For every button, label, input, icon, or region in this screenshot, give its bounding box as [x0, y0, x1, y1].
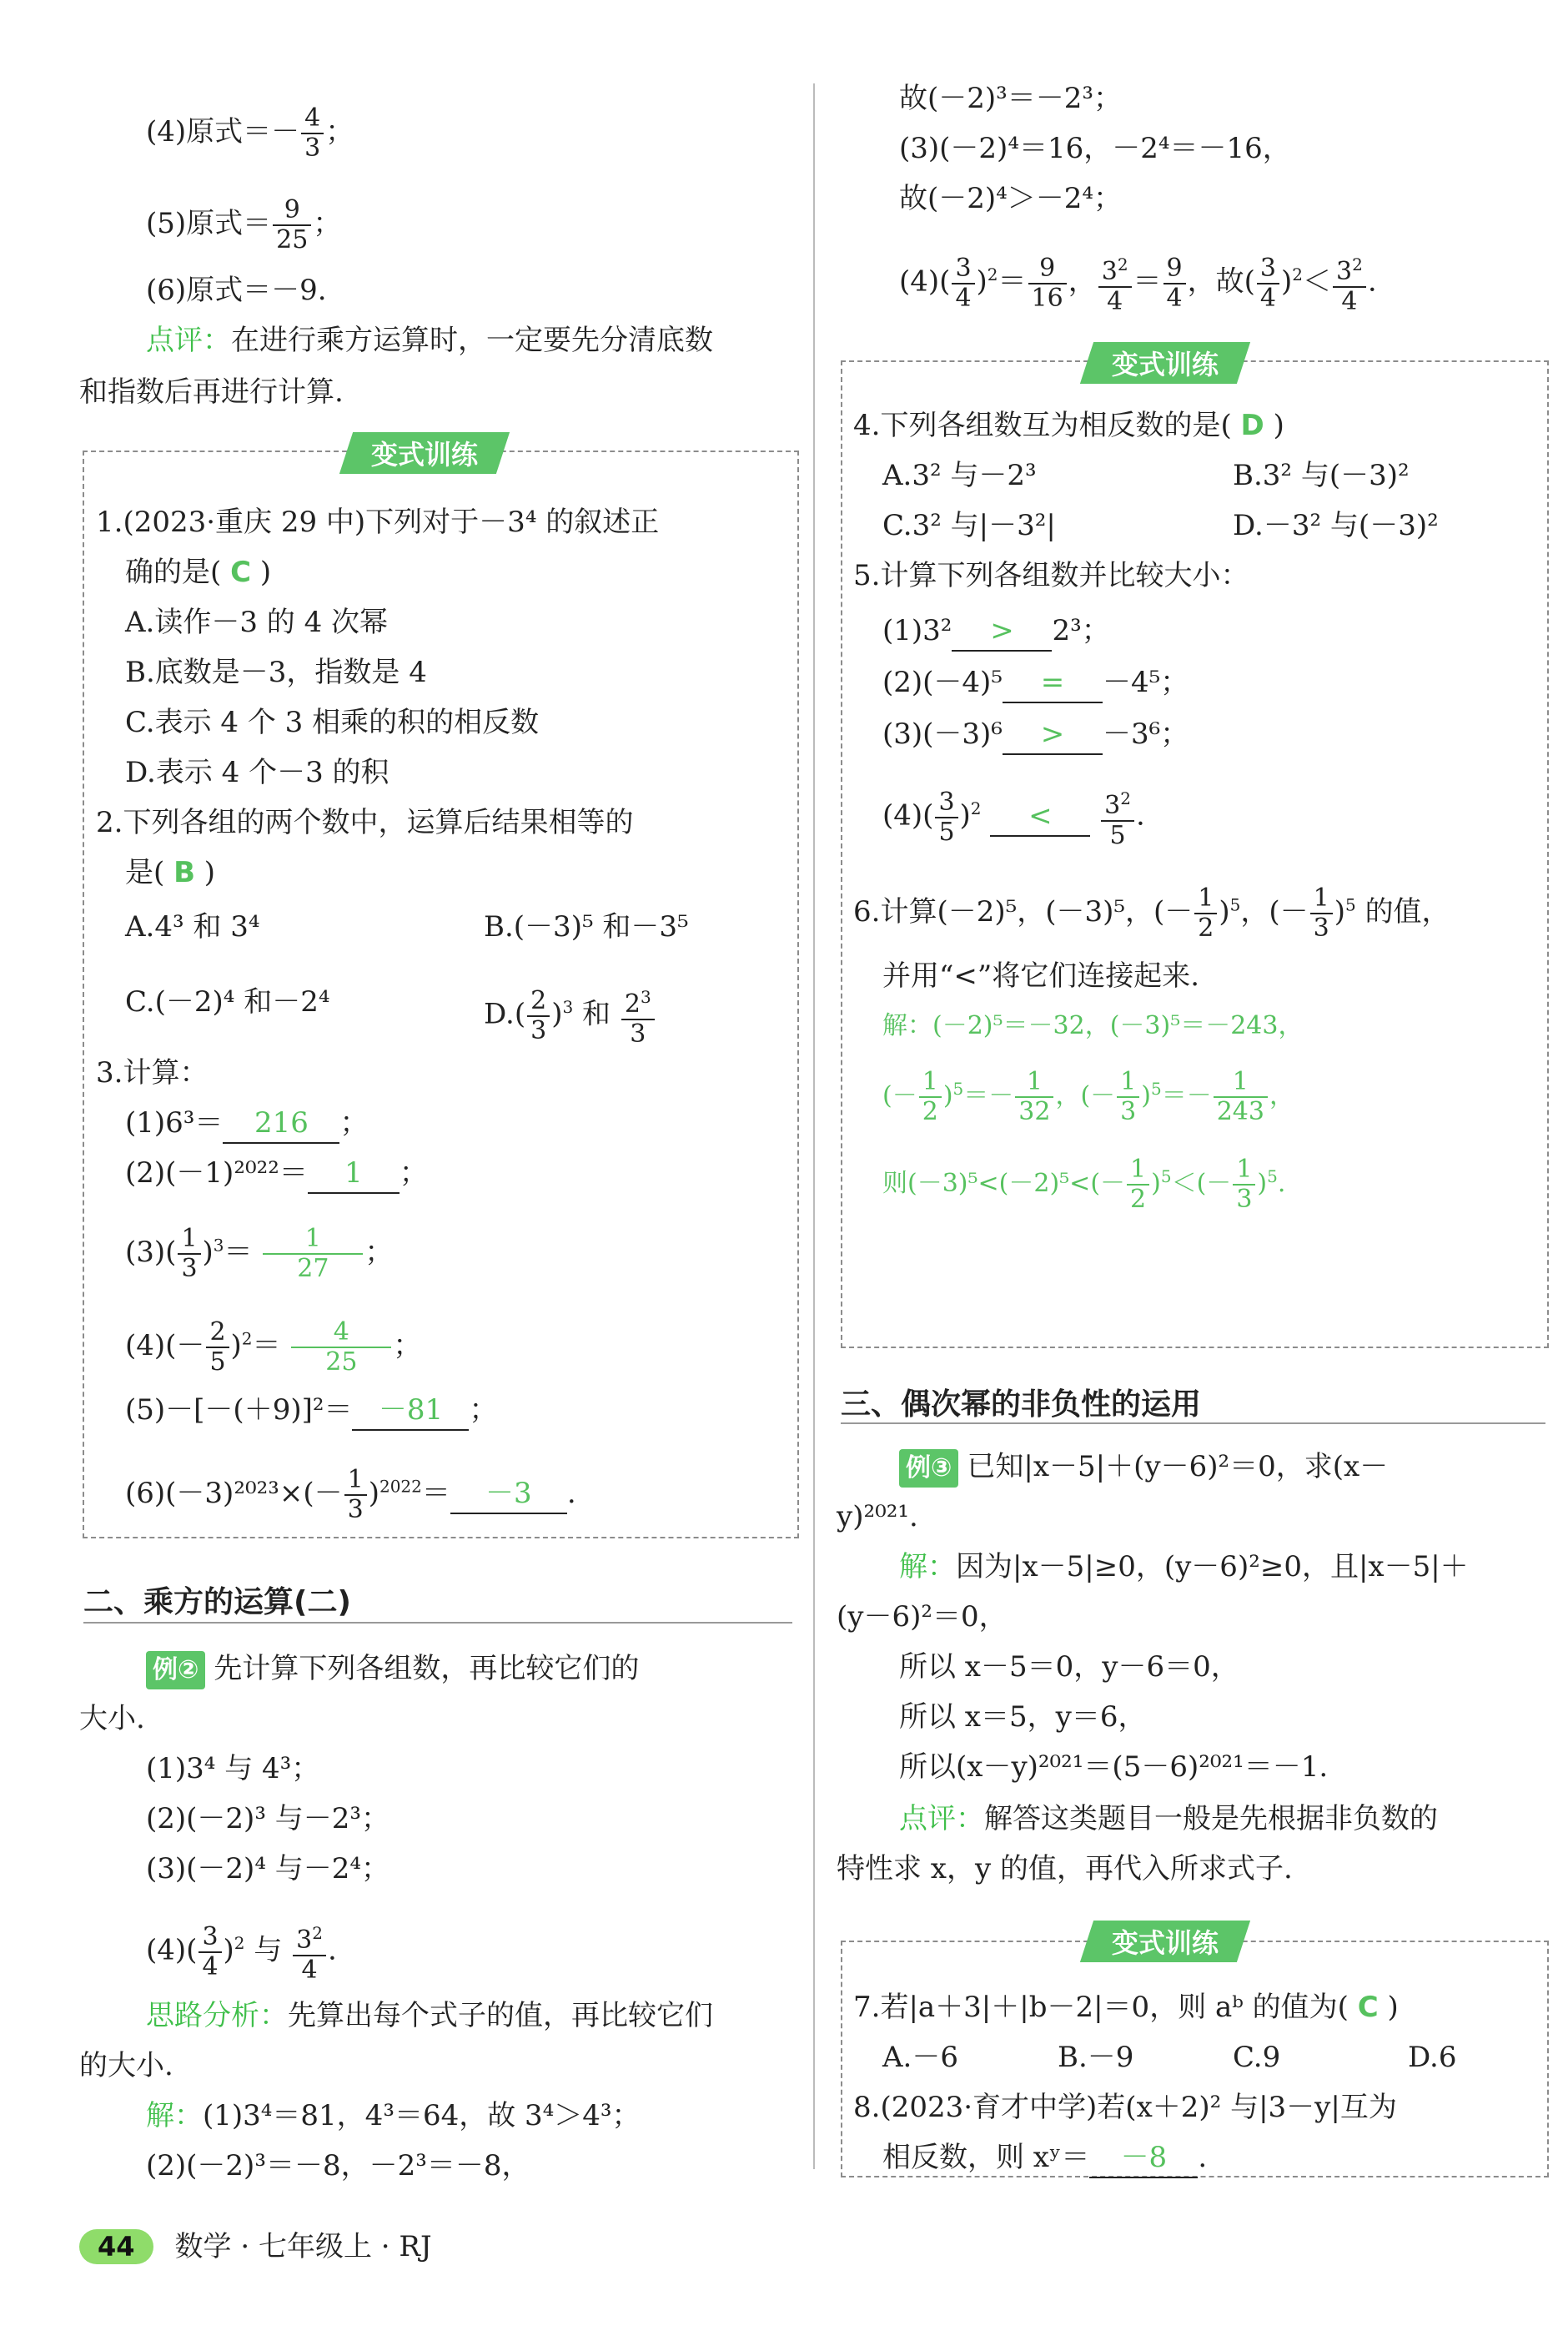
- practice-banner-1: [346, 432, 503, 469]
- fraction: [273, 196, 311, 254]
- q2-option-d-label: D.: [484, 997, 515, 1031]
- practice-banner-3: [1087, 1921, 1244, 1957]
- example-2-cont: 大小.: [79, 1702, 145, 1735]
- solution-text: 因为|x－5|≥0，(y－6)²≥0，且|x－5|＋: [956, 1550, 1469, 1583]
- section-3-rule: [841, 1422, 1545, 1424]
- comment-1: [146, 321, 713, 360]
- q4-option-c: C.3² 与|－3²|: [882, 509, 1056, 542]
- example-2-item-3: (3)(－2)⁴ 与－2⁴；: [146, 1852, 390, 1885]
- example-3-badge: 例③: [899, 1449, 958, 1488]
- q2: 2.下列各组的两个数中，运算后结果相等的: [96, 806, 634, 839]
- q5-3-answer: >: [1003, 715, 1103, 755]
- comment-label: 点评：: [899, 1802, 984, 1835]
- practice-banner-2: [1087, 342, 1244, 379]
- q4-option-d: D.－3² 与(－3)²: [1233, 509, 1439, 542]
- numerator: 9: [273, 196, 311, 226]
- denominator: 25: [276, 225, 309, 254]
- q1: [96, 503, 659, 541]
- q3-6: (6)(－3)²⁰²³×(－ $\frac{1}{3}$ )$^{2022}$＝ －3 .: [125, 1465, 576, 1524]
- solution-label: 解：: [899, 1550, 956, 1583]
- q8-answer: －8: [1089, 2138, 1198, 2178]
- q3-4-text: (4): [125, 1329, 166, 1362]
- q3-2: (2)(－1)²⁰²²＝ 1 ；: [125, 1154, 428, 1194]
- q3-3-text: (3): [125, 1236, 166, 1269]
- section-2-rule: [83, 1622, 792, 1624]
- q5-3: [882, 715, 1189, 755]
- q5-4: (4)( $\frac{3}{5}$ )$^2$ < $\frac{3^2}{5}$ .: [882, 784, 1145, 850]
- q4: 4.下列各组数互为相反数的是( D ): [853, 409, 1284, 442]
- solution-2-2: (2)(－2)³＝－8，－2³＝－8，: [146, 2149, 530, 2182]
- q1-answer: C: [230, 556, 252, 589]
- q4-answer: D: [1240, 409, 1264, 442]
- q1-option-d: D.表示 4 个－3 的积: [125, 756, 389, 789]
- q7-text: 7.若|a＋3|＋|b－2|＝0，则 aᵇ 的值为(: [853, 1991, 1349, 2024]
- page-footer: [79, 2223, 432, 2264]
- q7: 7.若|a＋3|＋|b－2|＝0，则 aᵇ 的值为( C ): [853, 1991, 1399, 2024]
- q3-4-answer-num: 4: [291, 1318, 391, 1348]
- q6: 6.计算(－2)⁵，(－3)⁵，(－ $\frac{1}{2}$ )$^5$，(－ $\frac{1}{3}$ )$^5$ 的值，: [853, 884, 1450, 943]
- analysis-label: 思路分析：: [146, 1999, 288, 2032]
- example-2: [146, 1649, 639, 1689]
- q1-text-b: 确的是(: [125, 556, 222, 589]
- q5-3-left: (3)(－3)⁶: [882, 717, 1003, 751]
- q5-1-left: (1)3²: [882, 614, 952, 647]
- q2-answer: B: [173, 856, 195, 889]
- q3: 3.计算：: [96, 1056, 209, 1090]
- q1-cont: 确的是( C ): [125, 556, 272, 589]
- q5: 5.计算下列各组数并比较大小：: [853, 559, 1249, 592]
- q3-1-text: (1)6³＝: [125, 1106, 224, 1140]
- answer-4: [146, 104, 354, 163]
- solution-text: (1)3⁴＝81，4³＝64，故 3⁴＞4³；: [203, 2099, 641, 2132]
- q2-option-d: D.( $\frac{2}{3}$ )$^3$ 和 $\frac{2^3}{3}$: [484, 983, 656, 1049]
- q6-text-b: 的值，: [1364, 895, 1450, 929]
- example-3-text: 已知|x－5|＋(y－6)²＝0，求(x－: [967, 1450, 1389, 1483]
- q5-2-left: (2)(－4)⁵: [882, 666, 1003, 699]
- q2-option-b: B.(－3)⁵ 和－3⁵: [484, 910, 689, 944]
- q5-3-right: －3⁶；: [1102, 717, 1189, 751]
- q5-2-answer: =: [1003, 663, 1103, 703]
- comment-text: 在进行乘方运算时，一定要先分清底数: [231, 324, 713, 357]
- punct: ；: [325, 115, 354, 149]
- section-2-title: 二、乘方的运算(二): [83, 1585, 351, 1619]
- q6-solution-2: (－ $\frac{1}{2}$ )$^5$＝－ $\frac{1}{32}$ ，(－ $\frac{1}{3}$ )$^5$＝－ $\frac{1}{243}$ ，: [882, 1067, 1294, 1126]
- q5-1-right: 2³；: [1052, 614, 1110, 647]
- example-2-item-4: (4)( $\frac{3}{4}$ )$^2$ 与 $\frac{3^2}{4}$ .: [146, 1919, 337, 1985]
- example-2-item-1: (1)3⁴ 与 4³；: [146, 1752, 320, 1785]
- q8-cont: 相反数，则 xʸ＝ －8 .: [882, 2138, 1207, 2178]
- banner-text: 变式训练: [1112, 349, 1219, 380]
- q8: 8.(2023·育才中学)若(x＋2)² 与|3－y|互为: [853, 2091, 1397, 2124]
- q6-solution-1: 解：(－2)⁵＝－32，(－3)⁵＝－243，: [882, 1011, 1304, 1040]
- numerator: 4: [301, 104, 324, 134]
- q3-3: (3)( $\frac{1}{3}$ )$^3$＝ $\frac{1}{27}$ ；: [125, 1224, 394, 1283]
- comment-1-cont: 和指数后再进行计算.: [79, 375, 344, 409]
- cont-line-4: (4)( $\frac{3}{4}$ )$^2$＝ $\frac{9}{16}$ ， $\frac{3^2}{4}$ ＝ $\frac{9}{4}$ ，故( $\frac{3}{4}$ )$^2$＜ $\frac{3^2}{4}$ .: [899, 250, 1377, 316]
- example-3-cont: y)²⁰²¹.: [837, 1500, 918, 1533]
- q1-option-c: C.表示 4 个 3 相乘的积的相反数: [125, 706, 540, 739]
- solution-label: 解：: [146, 2099, 203, 2132]
- q5-4-answer: <: [990, 797, 1090, 837]
- q2-option-c: C.(－2)⁴ 和－2⁴: [125, 985, 330, 1019]
- q3-2-answer: 1: [308, 1154, 400, 1194]
- example-2-badge: 例②: [146, 1651, 205, 1689]
- analysis-cont: 的大小.: [79, 2049, 173, 2082]
- q3-1: (1)6³＝ 216 ；: [125, 1104, 368, 1144]
- analysis: [146, 1996, 713, 2035]
- section-3-title: 三、偶次幂的非负性的运用: [841, 1387, 1202, 1422]
- answer-5-text: (5)原式＝: [146, 207, 272, 240]
- q6-text: 6.计算(－2)⁵，(－3)⁵，: [853, 895, 1154, 929]
- q6-cont: 并用“<”将它们连接起来.: [882, 959, 1200, 993]
- q3-6-text: (6)(－3)²⁰²³×(－: [125, 1477, 343, 1510]
- q1-option-a: A.读作－3 的 4 次幂: [125, 606, 389, 639]
- answer-4-text: (4)原式＝－: [146, 115, 300, 149]
- q3-2-text: (2)(－1)²⁰²²＝: [125, 1156, 308, 1190]
- q3-4-answer-den: 25: [325, 1347, 358, 1377]
- q3-3-answer-den: 27: [297, 1254, 329, 1283]
- comment-3: [899, 1800, 1438, 1838]
- column-divider: [813, 83, 815, 2169]
- example-3-sol-d: 所以 x＝5，y＝6，: [899, 1700, 1147, 1734]
- q1-text: 1.(2023·重庆 29 中)下列对于－3⁴ 的叙述正: [96, 506, 660, 539]
- q4-text: 4.下列各组数互为相反数的是(: [853, 409, 1232, 442]
- banner-text: 变式训练: [371, 439, 479, 471]
- example-3: [899, 1447, 1388, 1488]
- q5-1-answer: >: [952, 612, 1052, 652]
- fraction: [301, 104, 324, 163]
- q3-4: (4)(－ $\frac{2}{5}$ )$^2$＝ $\frac{4}{25}$ ；: [125, 1317, 422, 1377]
- denominator: 3: [304, 133, 321, 163]
- q3-5: (5)－[－(＋9)]²＝ －81 ；: [125, 1391, 497, 1431]
- example-2-text: 先计算下列各组数，再比较它们的: [214, 1652, 640, 1685]
- cont-4-label: (4): [899, 264, 940, 299]
- q6-solution-3: 则(－3)⁵<(－2)⁵<(－ $\frac{1}{2}$ )$^5$＜(－ $\frac{1}{3}$ )$^5$.: [882, 1155, 1286, 1214]
- q7-option-b: B.－9: [1058, 2041, 1134, 2074]
- answer-5: [146, 196, 341, 254]
- example-3-sol-b: (y－6)²＝0，: [837, 1600, 1008, 1634]
- q3-5-text: (5)－[－(＋9)]²＝: [125, 1393, 353, 1427]
- q3-3-answer-num: 1: [263, 1225, 363, 1255]
- example-3-sol-e: 所以(x－y)²⁰²¹＝(5－6)²⁰²¹＝－1.: [899, 1750, 1329, 1784]
- q4-option-a: A.3² 与－2³: [882, 459, 1037, 492]
- q5-4-left: (4): [882, 798, 923, 833]
- answer-6: (6)原式＝－9.: [146, 274, 327, 307]
- q4-option-b: B.3² 与(－3)²: [1233, 459, 1410, 492]
- q1-option-b: B.底数是－3，指数是 4: [125, 656, 427, 689]
- q3-6-answer: －3: [450, 1474, 567, 1514]
- cont-line-2: (3)(－2)⁴＝16，－2⁴＝－16，: [899, 132, 1291, 165]
- q8-text-b: 相反数，则 xʸ＝: [882, 2141, 1090, 2174]
- cont-line-1: 故(－2)³＝－2³；: [899, 82, 1123, 115]
- q2-text-b: 是(: [125, 856, 165, 889]
- q7-answer: C: [1357, 1991, 1379, 2024]
- example-3-sol: [899, 1548, 1469, 1586]
- comment-3-cont: 特性求 x，y 的值，再代入所求式子.: [837, 1852, 1293, 1885]
- page-number: 44: [79, 2229, 153, 2264]
- q6-solution-3-text: 则(－3)⁵<(－2)⁵<: [882, 1169, 1091, 1198]
- punct: ；: [313, 207, 342, 240]
- cont-line-3: 故(－2)⁴＞－2⁴；: [899, 182, 1123, 215]
- solution-2-1: [146, 2097, 641, 2135]
- q5-1: [882, 612, 1110, 652]
- example-2-item-2: (2)(－2)³ 与－2³；: [146, 1802, 390, 1835]
- q7-option-a: A.－6: [882, 2041, 958, 2074]
- q3-1-answer: 216: [223, 1104, 339, 1144]
- q2-cont: 是( B ): [125, 856, 216, 889]
- analysis-text: 先算出每个式子的值，再比较它们: [288, 1999, 713, 2032]
- example-3-sol-c: 所以 x－5＝0，y－6＝0，: [899, 1650, 1239, 1684]
- q7-option-c: C.9: [1233, 2041, 1281, 2074]
- item-4-label: (4): [146, 1933, 187, 1967]
- q5-2: [882, 663, 1189, 703]
- banner-text: 变式训练: [1112, 1927, 1219, 1959]
- q3-5-answer: －81: [352, 1391, 469, 1431]
- comment-text: 解答这类题目一般是先根据非负数的: [984, 1802, 1438, 1835]
- q5-2-right: －4⁵；: [1102, 666, 1189, 699]
- footer-text: 数学 · 七年级上 · RJ: [174, 2230, 432, 2263]
- q2-option-a: A.4³ 和 3⁴: [125, 910, 260, 944]
- q7-option-d: D.6: [1408, 2041, 1457, 2074]
- comment-label: 点评：: [146, 324, 231, 357]
